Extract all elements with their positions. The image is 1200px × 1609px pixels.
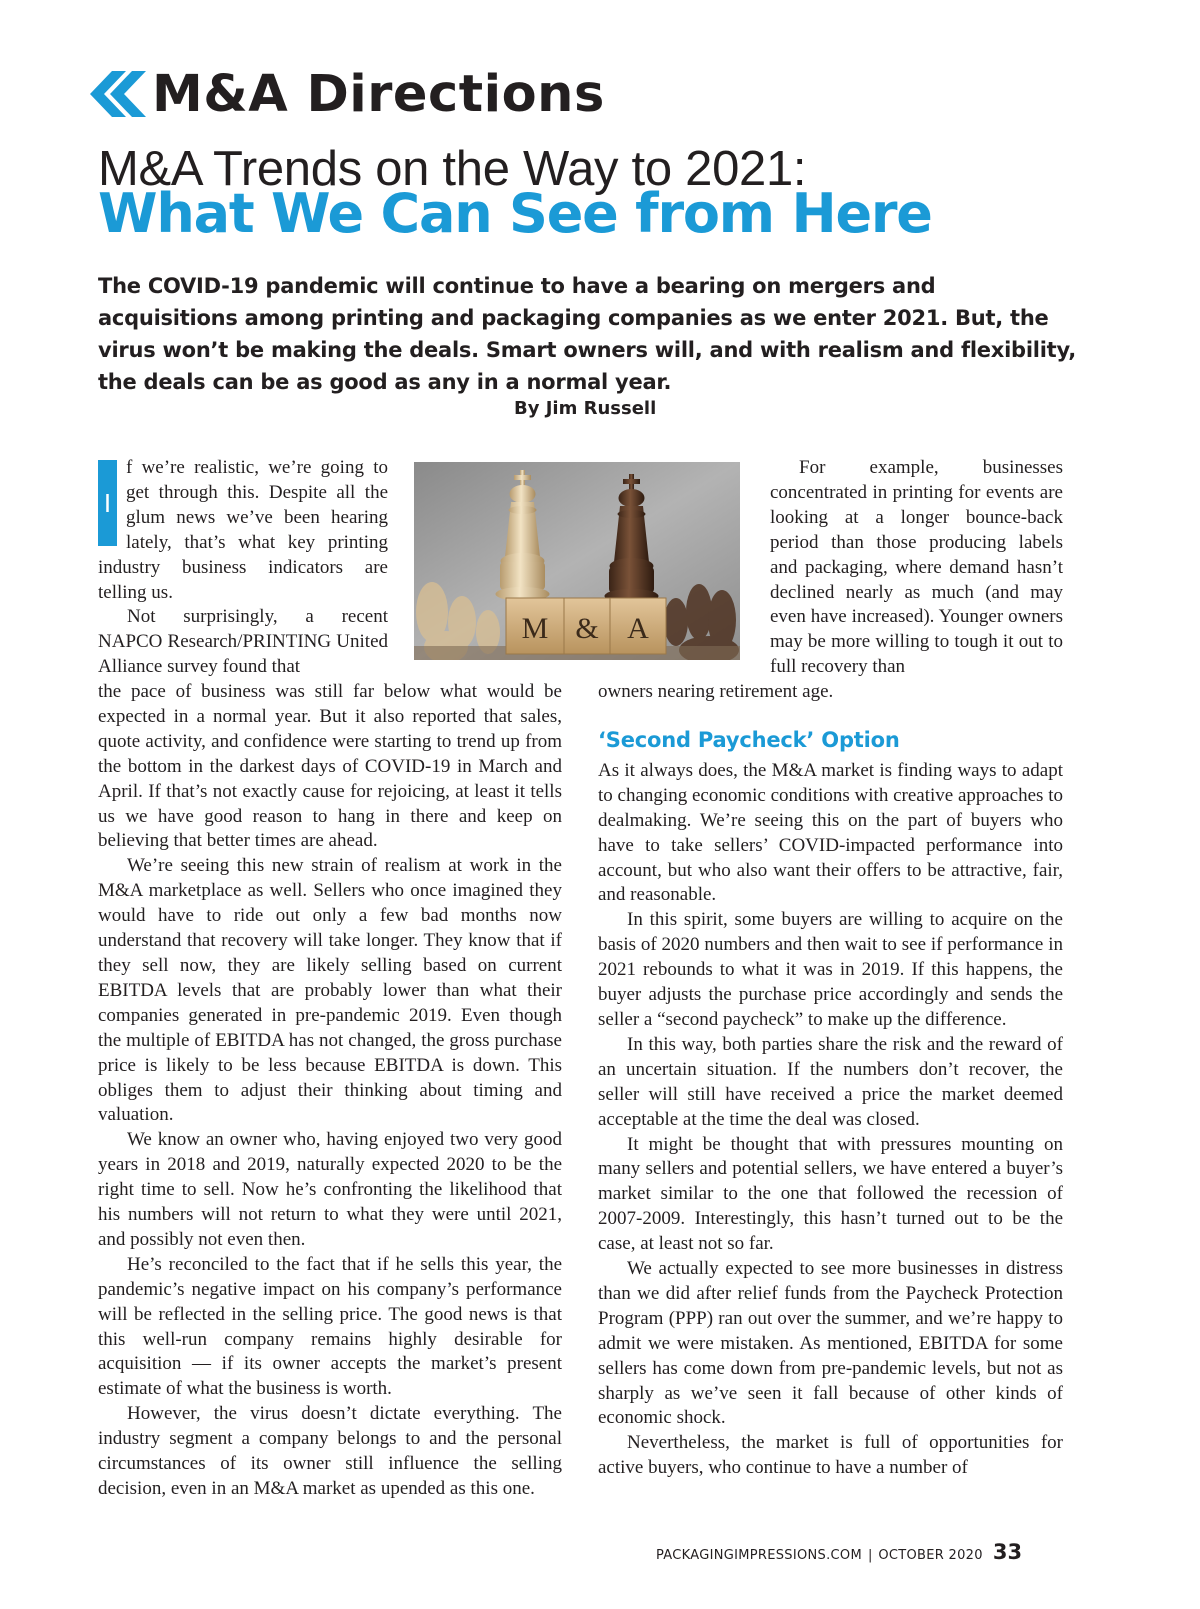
paragraph-1: I f we’re realistic, we’re going to get through this. Despite all the glum news we’ve been hearing lately, that’s what key printing industry business indicators are telling us. [98,457,388,603]
paragraph-5: He’s reconciled to the fact that if he sells this year, the pandemic’s negative impact on his company’s performance will be reflected in the selling price. The good news is that this well-run company remains highly desirable for acquisition — if its owner accepts the market’s present estimate of what the business is worth. [98,1253,562,1400]
paragraph-11: It might be thought that with pressures mounting on many sellers and potential sellers, we have entered a buyer’s market similar to the one that followed the recession of 2007-2009. Interestingly, this hasn’t turned out to be the case, at least not so far. [598,1133,1063,1255]
left-column-bottom [98,680,562,1502]
article-deck: The COVID-19 pandemic will continue to have a bearing on mergers and acquisitions among printing and packaging companies as we enter 2021. But, the virus won’t be making the deals. Smart owners will, and with realism and flexibility, the deals can be as good as any in a normal year. [98,274,1076,394]
headline-line-1: M&A Trends on the Way to 2021: [98,142,807,196]
paragraph-10: In this way, both parties share the risk and the reward of an uncertain situation. If the numbers don’t recover, the seller will still have received a price the market deemed acceptable at the time the deal was closed. [598,1033,1063,1130]
paragraph-12: We actually expected to see more businesses in distress than we did after relief funds from the Paycheck Protection Program (PPP) ran out over the summer, and we’re happy to admit we were mistaken. As mentioned, EBITDA for some sellers has come down from pre-pandemic levels, but not as sharply as we’ve seen it fall because of other kinds of economic shock. [598,1258,1063,1429]
left-column-top [98,456,388,680]
paragraph-6: However, the virus doesn’t dictate everything. The industry segment a company belongs to and the personal circumstances of its owner still influence the selling decision, even in an M&A market as upended as this one. [98,1403,562,1499]
paragraph-3: We’re seeing this new strain of realism at work in the M&A marketplace as well. Sellers who once imagined they would have to ride out only a few bad months now understand that recovery will take longer. They know that if they sell now, they are likely selling based on current EBITDA levels that are probably lower than what their companies generated in pre-pandemic 2019. Even though the multiple of EBITDA has not changed, the gross purchase price is likely to be less because EBITDA is down. This obliges them to adjust their thinking about timing and valuation. [98,855,562,1126]
section-header [88,64,605,124]
drop-cap: I [98,460,117,546]
section-title: M&A Directions [152,64,605,124]
chess-pieces-photo [414,462,740,660]
paragraph-13: Nevertheless, the market is full of opportunities for active buyers, who continue to have a number of [598,1432,1063,1479]
block-letter: & [575,612,599,645]
byline: By Jim Russell [514,398,657,419]
paragraph-7-continued: owners nearing retirement age. [598,681,834,702]
right-column-top [770,456,1063,680]
right-column-bottom [598,680,1063,1481]
paragraph-2-start: Not surprisingly, a recent NAPCO Research/PRINTING United Alliance survey found that [98,606,388,678]
footer-issue-date: OCTOBER 2020 [878,1548,983,1563]
paragraph-4: We know an owner who, having enjoyed two very good years in 2018 and 2019, naturally expected 2020 to be the right time to sell. Now he’s confronting the likelihood that his numbers will not return to what they were until 2021, and possibly not even then. [98,1129,562,1250]
block-letter: M [521,612,549,645]
footer-website: PACKAGINGIMPRESSIONS.COM [656,1548,862,1563]
double-chevron-left-icon [88,71,148,117]
paragraph-2-continued: the pace of business was still far below what would be expected in a normal year. But it also reported that sales, quote activity, and confidence were starting to trend up from the bottom in the darkest days of COVID-19 in March and April. If that’s not exactly cause for rejoicing, at least it tells us we have good reason to hang in there and keep on believing that better times are ahead. [98,681,562,852]
footer-separator: | [867,1548,873,1563]
subheading: ‘Second Paycheck’ Option [598,727,900,752]
page-number: 33 [992,1540,1023,1564]
block-letter: A [627,612,649,645]
paragraph-8: As it always does, the M&A market is finding ways to adapt to changing economic conditions with creative approaches to dealmaking. We’re seeing this on the part of buyers who have to take sellers’ COVID-impacted performance into account, but who also want their offers to be attractive, fair, and reasonable. [598,759,1063,906]
page-footer [656,1540,1022,1564]
headline-line-2: What We Can See from Here [98,182,932,245]
paragraph-7-start: For example, businesses concentrated in printing for events are looking at a longer bounce-back period than those producing labels and packaging, where demand hasn’t declined nearly as much (and may even have increased). Younger owners may be more willing to tough it out to full recovery than [770,457,1063,678]
paragraph-9: In this spirit, some buyers are willing to acquire on the basis of 2020 numbers and then wait to see if performance in 2021 rebounds to what it was in 2019. If this happens, the buyer adjusts the purchase price accordingly and sends the seller a “second paycheck” to make up the difference. [598,909,1063,1030]
